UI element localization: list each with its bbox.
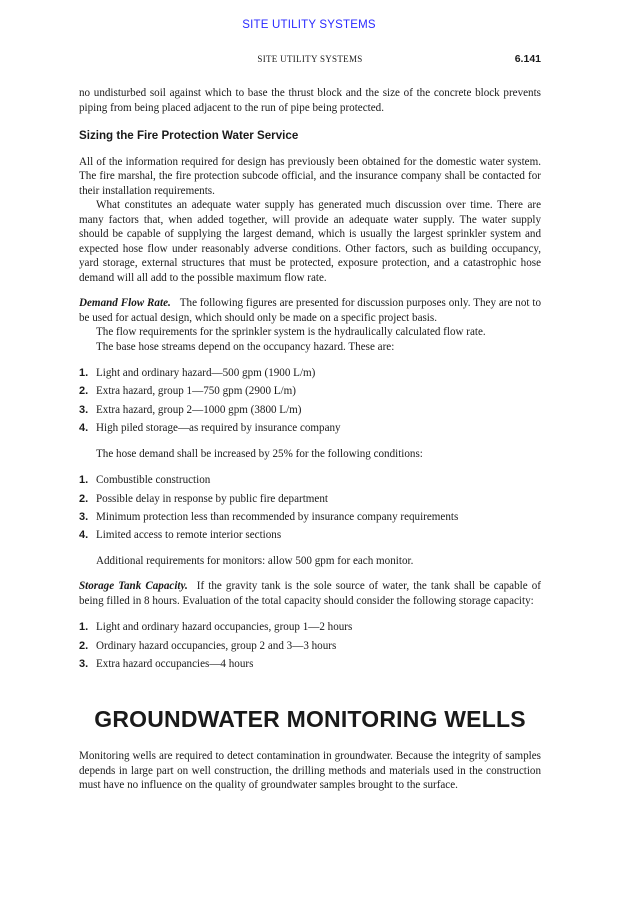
groundwater-paragraph: Monitoring wells are required to detect contamination in groundwater. Because the integrity of samples depends in large part on well construction, the drilling methods and materials used in the construction must have no influence on the quality of groundwater samples brought to the surface.: [79, 750, 541, 792]
list-item-text: Extra hazard, group 2—1000 gpm (3800 L/m): [96, 403, 302, 416]
list-item-text: Ordinary hazard occupancies, group 2 and 3—3 hours: [96, 639, 337, 652]
page-body: [79, 86, 541, 793]
list-item-number: 4.: [79, 529, 89, 542]
demand-flow-paragraph-2: The flow requirements for the sprinkler system is the hydraulically calculated flow rate.: [96, 326, 486, 338]
list-item: [79, 490, 541, 508]
sizing-section-heading: Sizing the Fire Protection Water Service: [79, 129, 299, 142]
list-item-number: 3.: [79, 510, 89, 523]
list-item-text: Combustible construction: [96, 474, 211, 487]
hazard-list: [79, 364, 541, 438]
groundwater-section-heading: GROUNDWATER MONITORING WELLS: [94, 706, 526, 733]
list-item: [79, 401, 541, 419]
list-item-number: 3.: [79, 403, 89, 416]
storage-tank-paragraph: [79, 579, 541, 608]
monitors-paragraph: Additional requirements for monitors: allow 500 gpm for each monitor.: [96, 554, 414, 567]
intro-paragraph: no undisturbed soil against which to base the thrust block and the size of the concrete block prevents piping from being placed adjacent to the run of pipe being protected.: [79, 87, 541, 114]
list-item: [79, 637, 541, 655]
list-item-number: 1.: [79, 621, 89, 634]
list-item-text: Extra hazard occupancies—4 hours: [96, 658, 254, 671]
sizing-paragraph-1: All of the information required for design has previously been obtained for the domestic water system. The fire marshal, the fire protection subcode official, and the insurance company shall be contacted for their installation requirements.: [79, 155, 541, 197]
list-item-text: High piled storage—as required by insurance company: [96, 422, 341, 435]
hose-demand-intro: The hose demand shall be increased by 25% for the following conditions:: [96, 447, 423, 460]
conditions-list: [79, 471, 541, 545]
list-item-text: Possible delay in response by public fire department: [96, 492, 328, 505]
demand-flow-runin: Demand Flow Rate.: [79, 297, 171, 309]
list-item: [79, 419, 541, 437]
demand-flow-text: The following figures are presented for discussion purposes only. They are not to be used for actual design, which should only be made on a specific project basis.: [79, 297, 542, 324]
list-item: [79, 364, 541, 382]
running-head: SITE UTILITY SYSTEMS: [242, 19, 376, 31]
list-item-text: Light and ordinary hazard—500 gpm (1900 L/m): [96, 367, 316, 379]
demand-flow-paragraph-3: The base hose streams depend on the occupancy hazard. These are:: [96, 340, 395, 353]
storage-capacity-list: [79, 618, 541, 673]
list-item-text: Limited access to remote interior sections: [96, 529, 282, 542]
list-item-number: 3.: [79, 658, 89, 671]
list-item-text: Extra hazard, group 1—750 gpm (2900 L/m): [96, 385, 296, 398]
list-item: [79, 618, 541, 636]
list-item-number: 2.: [79, 492, 89, 505]
storage-tank-text: If the gravity tank is the sole source of water, the tank shall be capable of being filled in 8 hours. Evaluation of the total capacity should consider the following storage capacity:: [79, 580, 541, 607]
list-item-number: 1.: [79, 367, 89, 379]
list-item: [79, 526, 541, 544]
storage-tank-runin: Storage Tank Capacity.: [79, 580, 188, 593]
header-title: SITE UTILITY SYSTEMS: [257, 54, 363, 64]
page-header: [79, 54, 541, 68]
demand-flow-paragraph: [79, 296, 541, 325]
list-item-number: 2.: [79, 639, 89, 652]
list-item: [79, 382, 541, 400]
list-item: [79, 471, 541, 489]
sizing-paragraph-2: What constitutes an adequate water supply has generated much discussion over time. There are many factors that, when added together, will provide an adequate water supply. The water supply should be capable of supplying the largest demand, which is usually the largest sprinkler system and expected hose flow under reasonably adverse conditions. Other factors, such as building occupancy, yard storage, external structures that must be protected, exposure protection, and a catastrophic hose demand will all add to the possible maximum flow rate.: [79, 199, 541, 284]
list-item: [79, 655, 541, 673]
list-item-text: Minimum protection less than recommended by insurance company requirements: [96, 510, 459, 523]
page-number: 6.141: [514, 53, 541, 65]
list-item: [79, 508, 541, 526]
list-item-number: 2.: [79, 385, 89, 398]
list-item-number: 1.: [79, 474, 89, 487]
list-item-number: 4.: [79, 422, 89, 435]
list-item-text: Light and ordinary hazard occupancies, group 1—2 hours: [96, 621, 353, 634]
